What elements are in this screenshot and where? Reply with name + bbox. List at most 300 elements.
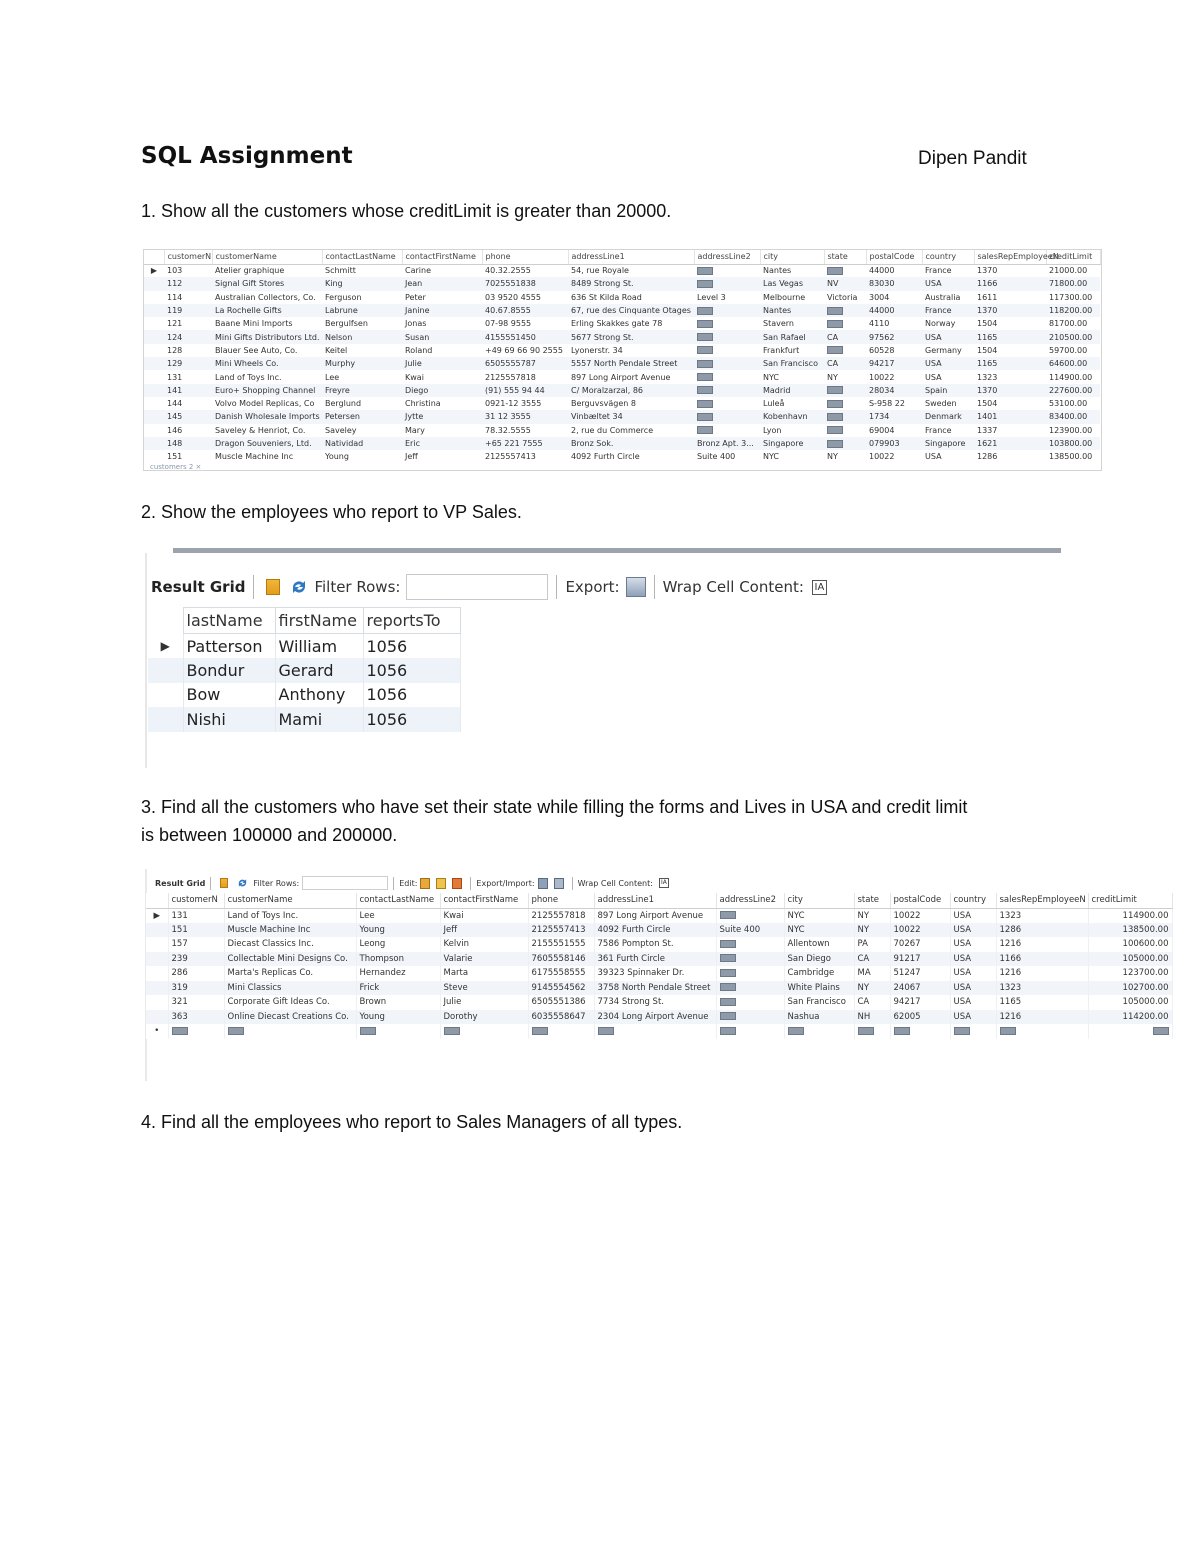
table-cell[interactable]: 54, rue Royale [571,266,629,276]
table-cell[interactable] [716,981,784,996]
table-cell[interactable]: Steve [440,981,528,996]
table-cell[interactable]: 897 Long Airport Avenue [594,908,716,923]
table-cell[interactable]: Young [325,452,349,462]
table-cell[interactable]: 146 [167,425,183,435]
table-cell[interactable]: 1323 [996,981,1088,996]
table-cell[interactable] [996,1024,1088,1039]
table-cell[interactable]: 114200.00 [1088,1010,1172,1025]
table-cell[interactable] [824,437,866,450]
table-cell[interactable]: Jytte [402,410,482,423]
table-cell[interactable]: 2125557413 [485,452,536,462]
column-header[interactable]: city [760,250,824,264]
table-cell[interactable]: 319 [168,981,224,996]
table-cell[interactable]: 67, rue des Cinquante Otages [568,304,694,317]
table-cell[interactable]: 6175558555 [528,966,594,981]
table-cell[interactable]: Mini Wheels Co. [212,357,322,370]
table-cell[interactable]: Volvo Model Replicas, Co [215,399,315,409]
grid-view-icon[interactable] [266,579,280,595]
filter-rows-input[interactable] [302,876,388,890]
table-cell[interactable]: 103800.00 [1046,437,1100,450]
table-cell[interactable]: Australian Collectors, Co. [215,292,316,302]
table-cell[interactable]: Diego [402,384,482,397]
table-cell[interactable]: Petersen [322,410,402,423]
table-cell[interactable]: 1286 [996,923,1088,938]
table-cell[interactable]: White Plains [784,981,854,996]
column-header[interactable]: phone [528,893,594,908]
table-cell[interactable]: France [922,304,974,317]
table-cell[interactable]: PA [854,937,890,952]
table-cell[interactable]: USA [950,937,996,952]
table-cell[interactable]: 10022 [890,908,950,923]
column-header[interactable]: addressLine2 [716,893,784,908]
table-cell[interactable]: 128 [167,345,183,355]
table-row[interactable] [146,952,1172,967]
column-header[interactable]: contactFirstName [440,893,528,908]
table-cell[interactable]: Saveley & Henriot, Co. [215,425,306,435]
table-row[interactable] [146,1010,1172,1025]
table-cell[interactable]: NH [854,1010,890,1025]
table-cell[interactable]: 112 [164,277,212,290]
table-cell[interactable]: Blauer See Auto, Co. [215,345,298,355]
table-cell[interactable] [694,264,760,277]
refresh-icon[interactable] [290,579,308,595]
table-cell[interactable]: 131 [167,372,183,382]
table-cell[interactable]: 129 [164,357,212,370]
table-cell[interactable]: 141 [164,384,212,397]
table-cell[interactable]: Lyon [763,425,782,435]
table-cell[interactable]: Marta's Replicas Co. [224,966,356,981]
table-cell[interactable]: 1401 [974,410,1046,423]
table-cell[interactable] [694,344,760,357]
result-tab-label[interactable]: customers 2 × [150,463,202,471]
edit-row-icon[interactable] [420,878,430,889]
table-cell[interactable]: 2155551555 [528,937,594,952]
table-cell[interactable] [824,384,866,397]
column-header[interactable]: state [824,250,866,264]
table-cell[interactable]: 39323 Spinnaker Dr. [594,966,716,981]
table-cell[interactable]: USA [925,452,942,462]
table-cell[interactable]: 117300.00 [1049,292,1093,302]
refresh-icon[interactable] [237,878,248,888]
table-cell[interactable]: Schmitt [325,266,356,276]
table-cell[interactable]: 151 [168,923,224,938]
table-cell[interactable]: Nashua [784,1010,854,1025]
table-cell[interactable]: Signal Gift Stores [212,277,322,290]
table-cell[interactable] [824,344,866,357]
table-cell[interactable]: 0921-12 3555 [485,399,542,409]
table-cell[interactable]: 10022 [890,923,950,938]
table-cell[interactable]: +49 69 66 90 2555 [485,345,563,355]
table-cell[interactable]: Peter [405,292,426,302]
table-cell[interactable]: 363 [168,1010,224,1025]
table-cell[interactable]: 321 [168,995,224,1010]
table-cell[interactable]: Brown [356,995,440,1010]
table-row[interactable] [144,317,1100,330]
export-icon[interactable] [538,878,548,889]
table-cell[interactable]: Mini Gifts Distributors Ltd. [212,330,322,343]
table-cell[interactable]: 1504 [977,345,998,355]
column-header[interactable]: creditLimit [1046,250,1100,264]
table-cell[interactable]: 7734 Strong St. [594,995,716,1010]
table-cell[interactable]: CA [854,995,890,1010]
table-cell[interactable]: Hernandez [356,966,440,981]
table-cell[interactable]: 1056 [363,707,460,732]
table-cell[interactable]: Atelier graphique [215,266,285,276]
table-cell[interactable]: Erling Skakkes gate 78 [571,319,663,329]
table-cell[interactable]: Land of Toys Inc. [215,372,282,382]
table-cell[interactable] [1088,1024,1172,1039]
column-header[interactable]: salesRepEmployeeN [996,893,1088,908]
column-header[interactable]: addressLine1 [568,250,694,264]
table-cell[interactable]: Stavern [763,319,794,329]
column-header[interactable]: contactLastName [356,893,440,908]
table-cell[interactable]: (91) 555 94 44 [482,384,568,397]
table-cell[interactable]: 210500.00 [1046,330,1100,343]
table-cell[interactable]: 1216 [996,966,1088,981]
table-cell[interactable] [694,277,760,290]
table-cell[interactable] [854,1024,890,1039]
table-cell[interactable]: 28034 [866,384,922,397]
table-cell[interactable]: 138500.00 [1049,452,1093,462]
table-cell[interactable]: 8489 Strong St. [568,277,694,290]
table-cell[interactable]: Cambridge [784,966,854,981]
column-header[interactable]: reportsTo [363,608,460,634]
table-cell[interactable]: 7025551838 [482,277,568,290]
table-cell[interactable]: Lee [325,372,340,382]
table-row[interactable] [146,923,1172,938]
table-cell[interactable]: 105000.00 [1088,952,1172,967]
table-cell[interactable]: San Diego [784,952,854,967]
export-icon[interactable] [626,577,646,597]
table-cell[interactable]: Singapore [760,437,824,450]
table-cell[interactable]: NYC [784,908,854,923]
table-cell[interactable]: 7605558146 [528,952,594,967]
table-cell[interactable]: Sweden [925,399,957,409]
column-header[interactable]: customerName [224,893,356,908]
table-cell[interactable]: Young [356,1010,440,1025]
table-cell[interactable]: Jeff [440,923,528,938]
table-cell[interactable]: 91217 [890,952,950,967]
wrap-cell-icon[interactable]: IA [812,580,827,595]
table-cell[interactable]: Susan [402,330,482,343]
table-row[interactable] [144,330,1100,343]
table-cell[interactable]: 1056 [363,634,460,659]
table-cell[interactable]: Carine [405,266,431,276]
table-cell[interactable]: 83030 [866,277,922,290]
table-cell[interactable]: Suite 400 [716,923,784,938]
table-cell[interactable]: King [322,277,402,290]
table-cell[interactable]: Bronz Sok. [568,437,694,450]
table-cell[interactable]: 079903 [866,437,922,450]
table-cell[interactable]: Thompson [356,952,440,967]
table-row[interactable] [144,357,1100,370]
table-cell[interactable]: 51247 [890,966,950,981]
table-cell[interactable] [594,1024,716,1039]
table-cell[interactable]: Anthony [275,683,363,708]
table-cell[interactable]: USA [950,908,996,923]
table-row[interactable] [146,908,1172,923]
table-cell[interactable]: 4155551450 [482,330,568,343]
table-cell[interactable]: Gerard [275,658,363,683]
table-cell[interactable]: Christina [405,399,441,409]
table-cell[interactable]: Julie [440,995,528,1010]
table-cell[interactable]: Bronz Apt. 3... [694,437,760,450]
table-cell[interactable]: 105000.00 [1088,995,1172,1010]
table-cell[interactable]: 1621 [974,437,1046,450]
table-cell[interactable]: 103 [167,266,183,276]
table-cell[interactable]: Keitel [325,345,348,355]
table-cell[interactable] [694,370,760,383]
table-cell[interactable]: 1165 [996,995,1088,1010]
table-cell[interactable]: USA [950,952,996,967]
table-cell[interactable]: 53100.00 [1049,399,1088,409]
column-header[interactable]: country [922,250,974,264]
table-cell[interactable]: Kwai [440,908,528,923]
table-cell[interactable]: Luleå [763,399,785,409]
table-row[interactable] [144,410,1100,423]
table-row[interactable] [146,937,1172,952]
delete-row-icon[interactable] [452,878,462,889]
table-cell[interactable]: 03 9520 4555 [485,292,541,302]
table-cell[interactable]: Berguvsvägen 8 [571,399,636,409]
table-cell[interactable]: Marta [440,966,528,981]
table-cell[interactable]: Muscle Machine Inc [215,452,294,462]
table-cell[interactable]: 157 [168,937,224,952]
table-cell[interactable]: 94217 [866,357,922,370]
table-cell[interactable]: 1216 [996,937,1088,952]
table-cell[interactable]: Berglund [325,399,362,409]
table-cell[interactable]: 123700.00 [1088,966,1172,981]
table-cell[interactable]: 40.32.2555 [485,266,531,276]
table-cell[interactable]: France [925,266,952,276]
table-cell[interactable]: 131 [168,908,224,923]
table-cell[interactable]: 24067 [890,981,950,996]
table-cell[interactable]: 78.32.5555 [485,425,531,435]
table-cell[interactable]: +65 221 7555 [482,437,568,450]
table-cell[interactable]: 1166 [996,952,1088,967]
table-cell[interactable] [528,1024,594,1039]
table-cell[interactable] [694,330,760,343]
table-cell[interactable]: USA [950,966,996,981]
table-cell[interactable]: NY [827,372,838,382]
table-cell[interactable]: Freyre [322,384,402,397]
table-cell[interactable]: 2, rue du Commerce [571,425,654,435]
table-cell[interactable]: 119 [164,304,212,317]
table-cell[interactable]: Nantes [763,266,792,276]
table-cell[interactable] [824,317,866,330]
table-cell[interactable]: 144 [167,399,183,409]
table-cell[interactable]: 94217 [890,995,950,1010]
table-cell[interactable]: 124 [164,330,212,343]
table-row[interactable] [146,1024,1172,1039]
table-cell[interactable]: MA [854,966,890,981]
table-cell[interactable]: 40.67.8555 [482,304,568,317]
table-cell[interactable]: 62005 [890,1010,950,1025]
table-cell[interactable]: 4092 Furth Circle [594,923,716,938]
table-cell[interactable]: 6505551386 [528,995,594,1010]
table-cell[interactable]: USA [925,372,942,382]
table-cell[interactable]: NYC [763,452,780,462]
column-header[interactable]: country [950,893,996,908]
table-cell[interactable]: Kobenhavn [760,410,824,423]
table-cell[interactable]: 1323 [977,372,998,382]
table-cell[interactable] [694,304,760,317]
add-row-icon[interactable] [436,878,446,889]
table-cell[interactable]: Lee [356,908,440,923]
table-cell[interactable]: 31 12 3555 [482,410,568,423]
table-cell[interactable]: Level 3 [697,292,726,302]
table-cell[interactable]: San Francisco [760,357,824,370]
table-cell[interactable]: Saveley [325,425,357,435]
table-cell[interactable]: Mary [405,425,425,435]
table-cell[interactable]: 3004 [869,292,890,302]
table-cell[interactable] [694,410,760,423]
table-cell[interactable]: Dorothy [440,1010,528,1025]
table-cell[interactable]: 151 [167,452,183,462]
table-cell[interactable]: USA [922,330,974,343]
table-cell[interactable]: Patterson [183,634,275,659]
table-cell[interactable]: NY [827,452,838,462]
table-cell[interactable]: USA [950,1010,996,1025]
table-row[interactable] [144,384,1100,397]
table-cell[interactable]: Natividad [322,437,402,450]
column-header[interactable]: creditLimit [1088,893,1172,908]
table-cell[interactable]: Nishi [183,707,275,732]
table-cell[interactable]: Bergulfsen [325,319,368,329]
table-row[interactable] [146,995,1172,1010]
table-row[interactable] [144,424,1100,437]
table-cell[interactable]: 138500.00 [1088,923,1172,938]
table-cell[interactable]: 1504 [977,319,998,329]
table-cell[interactable]: 286 [168,966,224,981]
table-cell[interactable]: 5677 Strong St. [568,330,694,343]
table-cell[interactable]: 70267 [890,937,950,952]
table-cell[interactable]: C/ Moralzarzal, 86 [568,384,694,397]
table-cell[interactable]: 1056 [363,683,460,708]
table-cell[interactable]: Lyonerstr. 34 [571,345,623,355]
table-cell[interactable]: 2125557818 [485,372,536,382]
table-cell[interactable]: 1370 [974,384,1046,397]
table-cell[interactable]: Kwai [405,372,424,382]
table-cell[interactable]: Collectable Mini Designs Co. [224,952,356,967]
column-header[interactable]: addressLine2 [694,250,760,264]
table-cell[interactable]: 1323 [996,908,1088,923]
table-cell[interactable]: 4092 Furth Circle [571,452,640,462]
table-cell[interactable]: 2125557413 [528,923,594,938]
table-cell[interactable]: Eric [402,437,482,450]
table-cell[interactable]: 3758 North Pendale Street [594,981,716,996]
column-header[interactable]: customerName [212,250,322,264]
table-row[interactable] [144,450,1100,463]
table-cell[interactable]: Mami [275,707,363,732]
table-cell[interactable]: Valarie [440,952,528,967]
table-cell[interactable]: 1370 [977,266,998,276]
table-row[interactable] [144,264,1100,277]
table-cell[interactable]: Dragon Souveniers, Ltd. [212,437,322,450]
table-cell[interactable]: USA [922,277,974,290]
table-cell[interactable]: 7586 Pompton St. [594,937,716,952]
table-cell[interactable]: Germany [925,345,962,355]
table-cell[interactable]: Frankfurt [763,345,800,355]
table-cell[interactable]: 1165 [974,357,1046,370]
table-cell[interactable] [694,397,760,410]
table-row[interactable] [148,683,460,708]
table-cell[interactable]: 1504 [977,399,998,409]
table-row[interactable] [146,981,1172,996]
column-header[interactable]: state [854,893,890,908]
table-cell[interactable] [824,264,866,277]
table-cell[interactable]: USA [950,981,996,996]
table-cell[interactable] [694,357,760,370]
table-cell[interactable]: Jean [402,277,482,290]
column-header[interactable]: contactLastName [322,250,402,264]
table-row[interactable] [144,291,1100,304]
table-cell[interactable]: 148 [164,437,212,450]
column-header[interactable]: lastName [183,608,275,634]
table-cell[interactable]: Muscle Machine Inc [224,923,356,938]
table-cell[interactable]: Australia [925,292,961,302]
table-row[interactable] [144,277,1100,290]
table-cell[interactable]: 361 Furth Circle [594,952,716,967]
table-cell[interactable] [356,1024,440,1039]
column-header[interactable]: phone [482,250,568,264]
table-cell[interactable]: 1734 [866,410,922,423]
table-cell[interactable]: 239 [168,952,224,967]
result-grid-tab[interactable]: Result Grid [155,878,206,888]
table-cell[interactable]: 100600.00 [1088,937,1172,952]
table-cell[interactable] [950,1024,996,1039]
table-cell[interactable]: 71800.00 [1046,277,1100,290]
table-cell[interactable]: Danish Wholesale Imports [212,410,322,423]
column-header[interactable]: postalCode [866,250,922,264]
table-cell[interactable]: 1286 [977,452,998,462]
table-cell[interactable] [824,304,866,317]
table-cell[interactable]: Victoria [827,292,858,302]
table-cell[interactable] [784,1024,854,1039]
table-cell[interactable] [716,966,784,981]
table-cell[interactable]: Singapore [922,437,974,450]
table-cell[interactable]: 2304 Long Airport Avenue [594,1010,716,1025]
table-cell[interactable] [824,397,866,410]
column-header[interactable]: customerN [168,893,224,908]
table-cell[interactable]: CA [824,357,866,370]
table-cell[interactable] [716,937,784,952]
table-cell[interactable]: Corporate Gift Ideas Co. [224,995,356,1010]
table-cell[interactable]: 121 [167,319,183,329]
table-cell[interactable]: Jeff [405,452,418,462]
table-cell[interactable]: 1611 [977,292,998,302]
table-cell[interactable]: 81700.00 [1049,319,1088,329]
column-header[interactable]: customerN [164,250,212,264]
table-row[interactable] [144,344,1100,357]
table-cell[interactable]: Bondur [183,658,275,683]
table-cell[interactable]: Spain [922,384,974,397]
table-cell[interactable] [716,908,784,923]
table-cell[interactable]: NYC [784,923,854,938]
table-cell[interactable]: 897 Long Airport Avenue [571,372,671,382]
table-cell[interactable]: 102700.00 [1088,981,1172,996]
table-cell[interactable]: Baane Mini Imports [215,319,293,329]
table-cell[interactable]: CA [824,330,866,343]
table-cell[interactable]: La Rochelle Gifts [212,304,322,317]
table-cell[interactable]: 6035558647 [528,1010,594,1025]
table-cell[interactable]: 21000.00 [1049,266,1088,276]
table-cell[interactable]: Julie [402,357,482,370]
table-cell[interactable]: San Rafael [760,330,824,343]
table-cell[interactable]: USA [922,357,974,370]
table-cell[interactable]: Allentown [784,937,854,952]
table-cell[interactable] [168,1024,224,1039]
